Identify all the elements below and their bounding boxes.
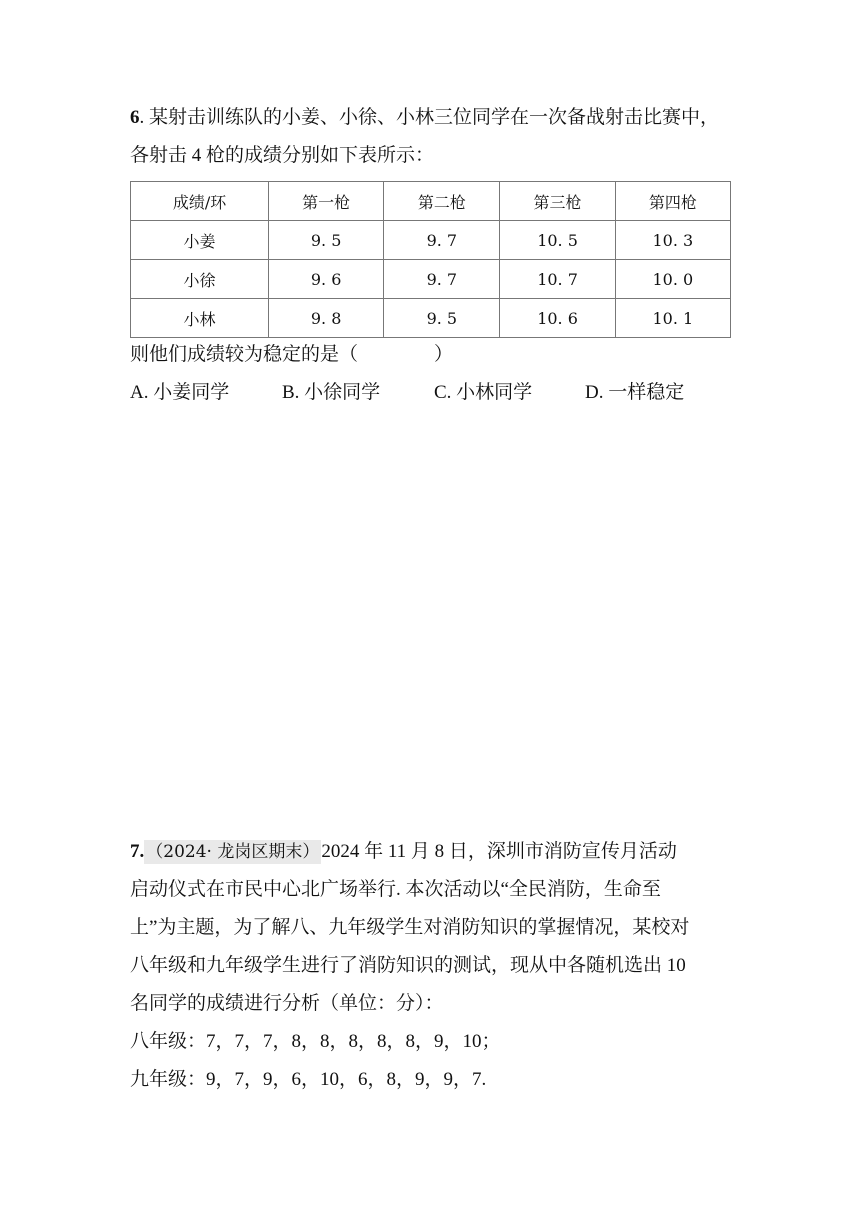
q7-grade9-scores: 九年级：9，7，9，6，10，6，8，9，9，7. xyxy=(130,1069,487,1090)
q6-stem-line-1 xyxy=(130,99,740,137)
table-cell: 10. 6 xyxy=(500,299,615,338)
table-cell: 9. 7 xyxy=(384,221,500,260)
q7-source-tag: （2024· 龙岗区期末） xyxy=(146,842,320,862)
q7-text-1: 2024 年 11 月 8 日，深圳市消防宣传月活动 xyxy=(321,841,677,862)
option-b[interactable]: B. 小徐同学 xyxy=(282,382,381,403)
q7-line-2: 启动仪式在市民中心北广场举行. 本次活动以“全民消防，生命至 xyxy=(130,879,661,900)
score-table xyxy=(130,181,731,338)
table-cell: 9. 7 xyxy=(384,260,500,299)
table-header-cell: 成绩/环 xyxy=(131,182,269,221)
table-cell-name: 小林 xyxy=(131,299,269,338)
option-d[interactable]: D. 一样稳定 xyxy=(585,382,685,403)
q6-stem-text-1: . 某射击训练队的小姜、小徐、小林三位同学在一次备战射击比赛中， xyxy=(139,107,720,128)
q6-question: 则他们成绩较为稳定的是（ ） xyxy=(130,344,454,365)
table-cell: 10. 3 xyxy=(615,221,730,260)
question-6-prompt xyxy=(130,336,740,412)
q6-options xyxy=(130,374,740,412)
q6-number: 6 xyxy=(130,107,140,128)
table-header-cell: 第一枪 xyxy=(269,182,384,221)
q7-number: 7 xyxy=(130,841,140,862)
q7-line-5: 名同学的成绩进行分析（单位：分）： xyxy=(130,993,444,1014)
question-7 xyxy=(130,833,740,1099)
q6-stem-line-2: 各射击 4 枪的成绩分别如下表所示： xyxy=(130,145,435,166)
table-cell-name: 小徐 xyxy=(131,260,269,299)
table-cell: 9. 5 xyxy=(269,221,384,260)
table-row xyxy=(131,260,731,299)
table-header-cell: 第三枪 xyxy=(500,182,615,221)
table-cell: 10. 1 xyxy=(615,299,730,338)
table-cell: 10. 5 xyxy=(500,221,615,260)
table-header-cell: 第四枪 xyxy=(615,182,730,221)
q7-line-1 xyxy=(130,833,740,871)
table-header-row xyxy=(131,182,731,221)
table-row xyxy=(131,299,731,338)
table-cell-name: 小姜 xyxy=(131,221,269,260)
q7-line-4: 八年级和九年级学生进行了消防知识的测试，现从中各随机选出 10 xyxy=(130,955,686,976)
table-cell: 10. 7 xyxy=(500,260,615,299)
option-a[interactable]: A. 小姜同学 xyxy=(130,382,230,403)
question-6-stem xyxy=(130,99,740,175)
table-cell: 9. 5 xyxy=(384,299,500,338)
table-cell: 9. 8 xyxy=(269,299,384,338)
q7-number-dot: . xyxy=(139,841,145,862)
q7-grade8-scores: 八年级：7，7，7，8，8，8，8，8，9，10； xyxy=(130,1031,501,1052)
table-header-cell: 第二枪 xyxy=(384,182,500,221)
q7-line-3: 上”为主题，为了解八、九年级学生对消防知识的掌握情况，某校对 xyxy=(130,917,690,938)
table-cell: 9. 6 xyxy=(269,260,384,299)
table-cell: 10. 0 xyxy=(615,260,730,299)
table-row xyxy=(131,221,731,260)
option-c[interactable]: C. 小林同学 xyxy=(434,382,533,403)
